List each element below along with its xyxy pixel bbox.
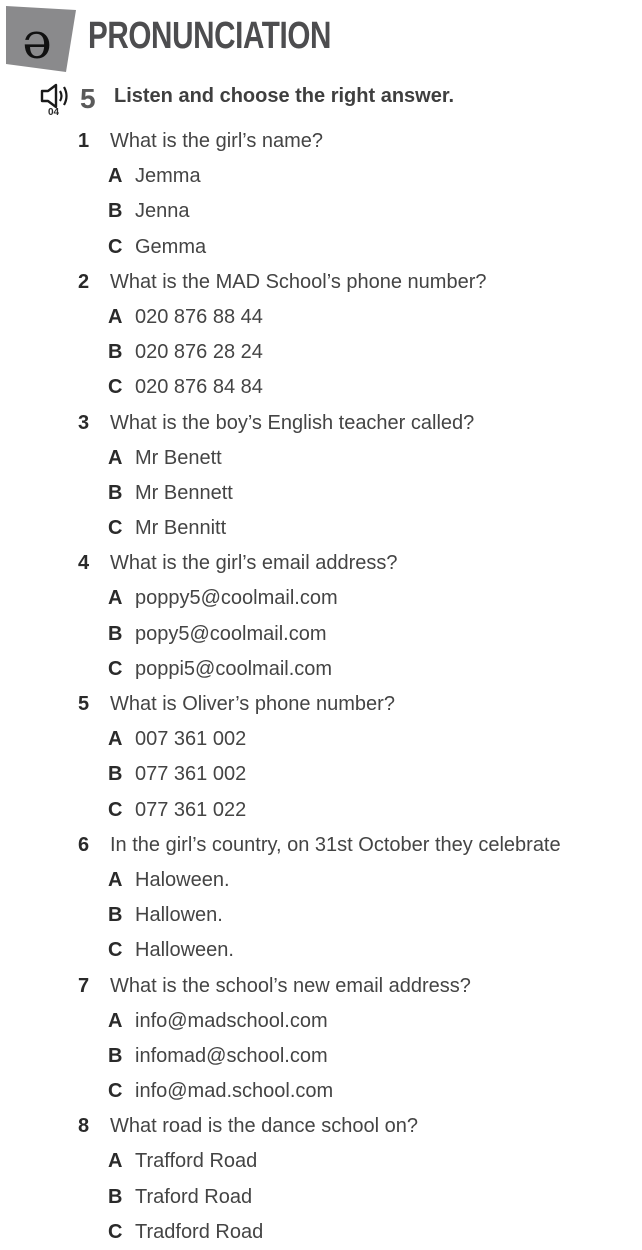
option-text: 007 361 002	[135, 728, 247, 751]
answer-option[interactable]	[0, 476, 642, 511]
question-text: What is the girl’s email address?	[110, 552, 398, 575]
answer-option[interactable]	[0, 230, 642, 265]
option-text: Hallowen.	[135, 904, 223, 927]
question-row	[0, 124, 642, 159]
answer-option[interactable]	[0, 1215, 642, 1250]
option-letter: A	[108, 446, 123, 469]
option-text: Mr Bennitt	[135, 517, 227, 540]
answer-option[interactable]	[0, 722, 642, 757]
section-title: PRONUNCIATION	[88, 15, 332, 57]
option-text: Tradford Road	[135, 1220, 264, 1243]
question-text: What is the MAD School’s phone number?	[110, 270, 487, 293]
option-text: Jenna	[135, 200, 190, 223]
question-row	[0, 969, 642, 1004]
option-text: 077 361 022	[135, 798, 247, 821]
option-text: Jemma	[135, 165, 201, 188]
option-letter: A	[108, 165, 123, 188]
option-letter: A	[108, 868, 123, 891]
answer-option[interactable]	[0, 652, 642, 687]
option-letter: C	[108, 235, 123, 258]
answer-option[interactable]	[0, 793, 642, 828]
question-row	[0, 1109, 642, 1144]
question-row	[0, 546, 642, 581]
option-letter: B	[108, 622, 123, 645]
option-text: info@madschool.com	[135, 1009, 328, 1032]
answer-option[interactable]	[0, 335, 642, 370]
option-letter: C	[108, 939, 123, 962]
answer-option[interactable]	[0, 581, 642, 616]
answer-option[interactable]	[0, 1004, 642, 1039]
option-text: Haloween.	[135, 868, 230, 891]
section-header	[0, 0, 642, 80]
answer-option[interactable]	[0, 933, 642, 968]
answer-option[interactable]	[0, 898, 642, 933]
answer-option[interactable]	[0, 194, 642, 229]
answer-option[interactable]	[0, 1180, 642, 1215]
answer-option[interactable]	[0, 370, 642, 405]
option-letter: A	[108, 1150, 123, 1173]
option-text: info@mad.school.com	[135, 1080, 334, 1103]
question-text: What is the girl’s name?	[110, 130, 324, 152]
exercise-heading	[40, 80, 640, 126]
option-letter: C	[108, 517, 123, 540]
question-row	[0, 687, 642, 722]
answer-option[interactable]	[0, 1144, 642, 1179]
option-text: Gemma	[135, 235, 207, 258]
exercise-number: 5	[80, 83, 96, 114]
answer-option[interactable]	[0, 617, 642, 652]
question-number: 8	[78, 1115, 90, 1138]
option-text: Trafford Road	[135, 1150, 258, 1173]
option-letter: C	[108, 1220, 123, 1243]
question-number: 6	[78, 833, 90, 856]
speaker-icon[interactable]	[40, 82, 74, 110]
option-text: poppi5@coolmail.com	[135, 657, 333, 680]
question-row	[0, 265, 642, 300]
answer-option[interactable]	[0, 441, 642, 476]
schwa-symbol-icon	[6, 6, 76, 72]
option-text: popy5@coolmail.com	[135, 622, 327, 645]
option-letter: B	[108, 481, 123, 504]
option-letter: B	[108, 200, 123, 223]
question-row	[0, 406, 642, 441]
option-text: 020 876 84 84	[135, 376, 263, 399]
option-letter: C	[108, 1080, 123, 1103]
option-letter: B	[108, 763, 123, 786]
option-letter: A	[108, 587, 123, 610]
exercise-instruction: Listen and choose the right answer.	[114, 85, 455, 107]
question-number: 5	[78, 693, 90, 715]
option-text: 020 876 88 44	[135, 305, 263, 328]
question-text: What is the boy’s English teacher called?	[110, 411, 475, 434]
question-text: What road is the dance school on?	[110, 1115, 418, 1138]
svg-text:ə: ə	[22, 12, 52, 70]
option-text: 020 876 28 24	[135, 341, 263, 364]
answer-option[interactable]	[0, 757, 642, 792]
question-text: What is Oliver’s phone number?	[110, 693, 395, 715]
question-list	[0, 124, 642, 1250]
question-number: 3	[78, 411, 90, 434]
question-row	[0, 828, 642, 863]
option-letter: B	[108, 341, 123, 364]
question-number: 1	[78, 130, 90, 152]
option-text: 077 361 002	[135, 763, 247, 786]
question-number: 2	[78, 270, 90, 293]
option-letter: C	[108, 657, 123, 680]
track-number: 04	[48, 107, 60, 118]
answer-option[interactable]	[0, 159, 642, 194]
answer-option[interactable]	[0, 300, 642, 335]
option-letter: C	[108, 798, 123, 821]
question-text: What is the school’s new email address?	[110, 974, 471, 997]
option-letter: B	[108, 1044, 123, 1067]
option-letter: A	[108, 728, 123, 751]
option-letter: C	[108, 376, 123, 399]
option-text: poppy5@coolmail.com	[135, 587, 338, 610]
answer-option[interactable]	[0, 863, 642, 898]
option-letter: A	[108, 305, 123, 328]
option-text: Traford Road	[135, 1185, 253, 1208]
question-text: In the girl’s country, on 31st October they celebrate	[110, 833, 561, 856]
answer-option[interactable]	[0, 1039, 642, 1074]
answer-option[interactable]	[0, 511, 642, 546]
option-letter: B	[108, 904, 123, 927]
option-text: Mr Bennett	[135, 481, 233, 504]
option-text: Mr Benett	[135, 446, 222, 469]
answer-option[interactable]	[0, 1074, 642, 1109]
question-number: 4	[78, 552, 90, 575]
question-number: 7	[78, 974, 90, 997]
option-letter: A	[108, 1009, 123, 1032]
option-letter: B	[108, 1185, 123, 1208]
option-text: infomad@school.com	[135, 1044, 328, 1067]
option-text: Halloween.	[135, 939, 234, 962]
